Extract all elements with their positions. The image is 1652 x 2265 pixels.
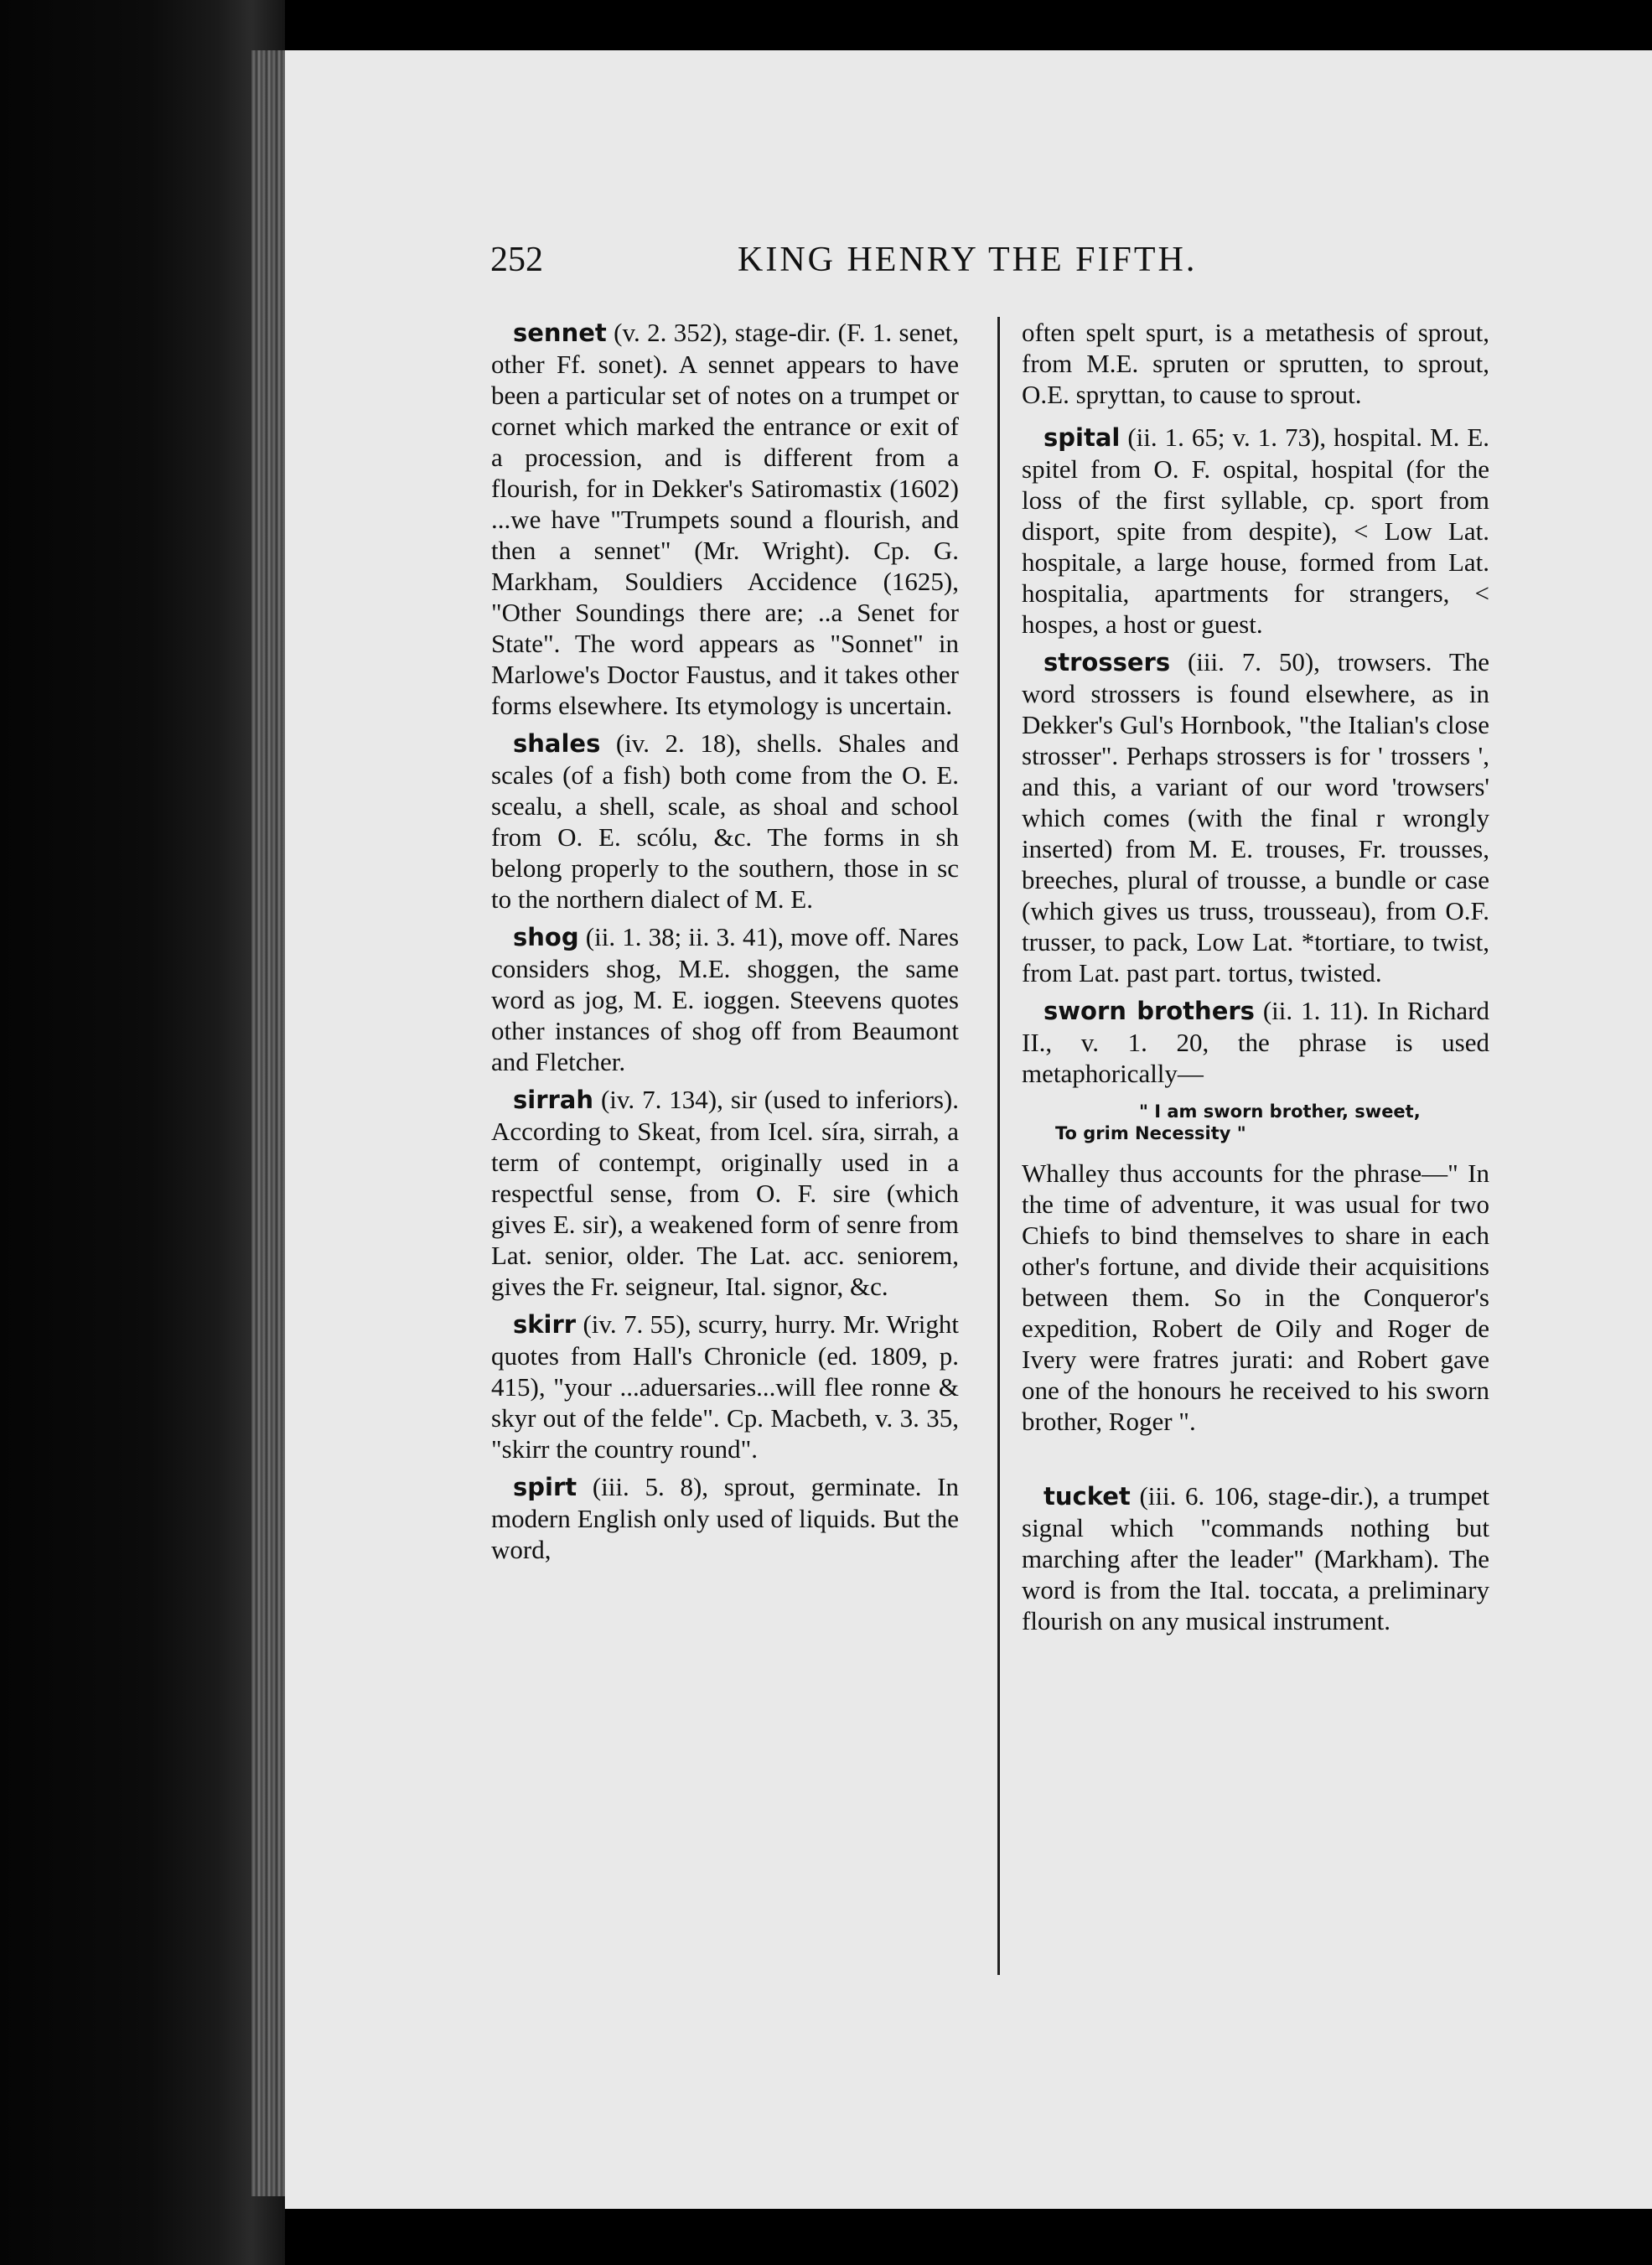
- headword: shog: [513, 923, 579, 951]
- headword: strossers: [1044, 648, 1171, 676]
- spacer: [1022, 1449, 1489, 1480]
- entry-continuation: often spelt spurt, is a metathesis of sprout, from M.E. spruten or sprutten, to sprout, O.E. spryttan, to cause to sprout.: [1022, 318, 1489, 409]
- headword: shales: [513, 729, 601, 758]
- headword: tucket: [1044, 1482, 1131, 1511]
- page-header: [0, 240, 1652, 290]
- page-number: 252: [490, 241, 543, 279]
- headword: sennet: [513, 319, 607, 347]
- glossary-entry: [1022, 1480, 1489, 1636]
- quote-commentary: Whalley thus accounts for the phrase—" In the time of adventure, it was usual for two Chiefs to bind themselves to share in each other's fortune, and divide their acquisitions between them. So in the Conqueror's expedition, Robert de Oily and Roger de Ivery were fratres jurati: and Robert gave one of the honours he received to his sworn brother, Roger ".: [1022, 1158, 1489, 1436]
- running-head: KING HENRY THE FIFTH.: [738, 241, 1198, 279]
- definition: (ii. 1. 65; v. 1. 73), hospital. M. E. spitel from O. F. ospital, hospital (for the loss of the first syllable, cp. sport from disport, spite from despite), < Low Lat. hospitale, a large house, formed from Lat. hospitalia, apartments for strangers, < hospes, a host or guest.: [1022, 422, 1490, 639]
- glossary-entry: [1022, 646, 1489, 988]
- glossary-entry: [491, 728, 959, 915]
- glossary-entry: [1022, 422, 1489, 640]
- definition: (ii. 1. 11). In Richard II., v. 1. 20, the phrase is used metaphorically—: [1022, 996, 1489, 1088]
- headword: skirr: [513, 1310, 577, 1339]
- definition: (ii. 1. 38; ii. 3. 41), move off. Nares considers shog, M.E. shoggen, the same word as jog, M. E. ioggen. Steevens quotes other instances of shog off from Beaumont and Fletcher.: [491, 922, 960, 1076]
- headword: spirt: [513, 1473, 577, 1501]
- right-column: [1022, 317, 1489, 1643]
- definition: (iv. 2. 18), shells. Shales and scales (of a fish) both come from the O. E. scealu, a shell, scale, as shoal and school from O. E. scólu, &c. The forms in sh belong properly to the southern, those in sc to the northern dialect of M. E.: [491, 728, 959, 914]
- definition: (iv. 7. 55), scurry, hurry. Mr. Wright quotes from Hall's Chronicle (ed. 1809, p. 415), "your ...aduersaries...will flee ronne & skyr out of the felde". Cp. Macbeth, v. 3. 35, "skirr the country round".: [491, 1309, 959, 1464]
- glossary-entry: [491, 921, 959, 1077]
- definition: (iii. 5. 8), sprout, germinate. In modern English only used of liquids. But the word,: [491, 1472, 960, 1564]
- definition: (iv. 7. 134), sir (used to inferiors). According to Skeat, from Icel. síra, sirrah, a term of contempt, originally used in a respectful sense, from O. F. sire (which gives E. sir), a weakened form of senre from Lat. senior, older. The Lat. acc. seniorem, gives the Fr. seigneur, Ital. signor, &c.: [491, 1085, 959, 1301]
- column-divider: [997, 317, 1000, 1975]
- block-quote: [1022, 1101, 1489, 1144]
- definition: (iii. 6. 106, stage-dir.), a trumpet signal which "commands nothing but marching after the leader" (Markham). The word is from the Ital. toccata, a preliminary flourish on any musical instrument.: [1022, 1481, 1489, 1635]
- glossary-entry: [491, 317, 959, 721]
- glossary-entry: [1022, 995, 1489, 1089]
- left-column: [491, 317, 959, 1572]
- headword: spital: [1044, 423, 1121, 452]
- quote-line: To grim Necessity ": [1055, 1123, 1246, 1143]
- headword: sirrah: [513, 1086, 594, 1114]
- definition: (v. 2. 352), stage-dir. (F. 1. senet, other Ff. sonet). A sennet appears to have been a particular set of notes on a trumpet or cornet which marked the entrance or exit of a procession, and is different from a flourish, for in Dekker's Satiromastix (1602) ...we have "Trumpets sound a flourish, and then a sennet" (Mr. Wright). Cp. G. Markham, Souldiers Accidence (1625), "Other Soundings there are; ..a Senet for State". The word appears as "Sonnet" in Marlowe's Doctor Faustus, and it takes other forms elsewhere. Its etymology is uncertain.: [491, 318, 960, 720]
- glossary-entry: [491, 1309, 959, 1464]
- definition: (iii. 7. 50), trowsers. The word strossers is found elsewhere, as in Dekker's Gul's Hornbook, "the Italian's close strosser". Perhaps strossers is for ' trossers ', and this, a variant of our word 'trowsers' which comes (with the final r wrongly inserted) from M. E. trouses, Fr. trousses, breeches, plural of trousse, a bundle or case (which gives us truss, trousseau), from O.F. trusser, to pack, Low Lat. *tortiare, to twist, from Lat. past part. tortus, twisted.: [1022, 647, 1490, 987]
- headword: sworn brothers: [1044, 997, 1255, 1025]
- glossary-entry: [491, 1471, 959, 1565]
- quote-line: " I am sworn brother, sweet,: [1139, 1101, 1421, 1122]
- glossary-entry: [491, 1084, 959, 1302]
